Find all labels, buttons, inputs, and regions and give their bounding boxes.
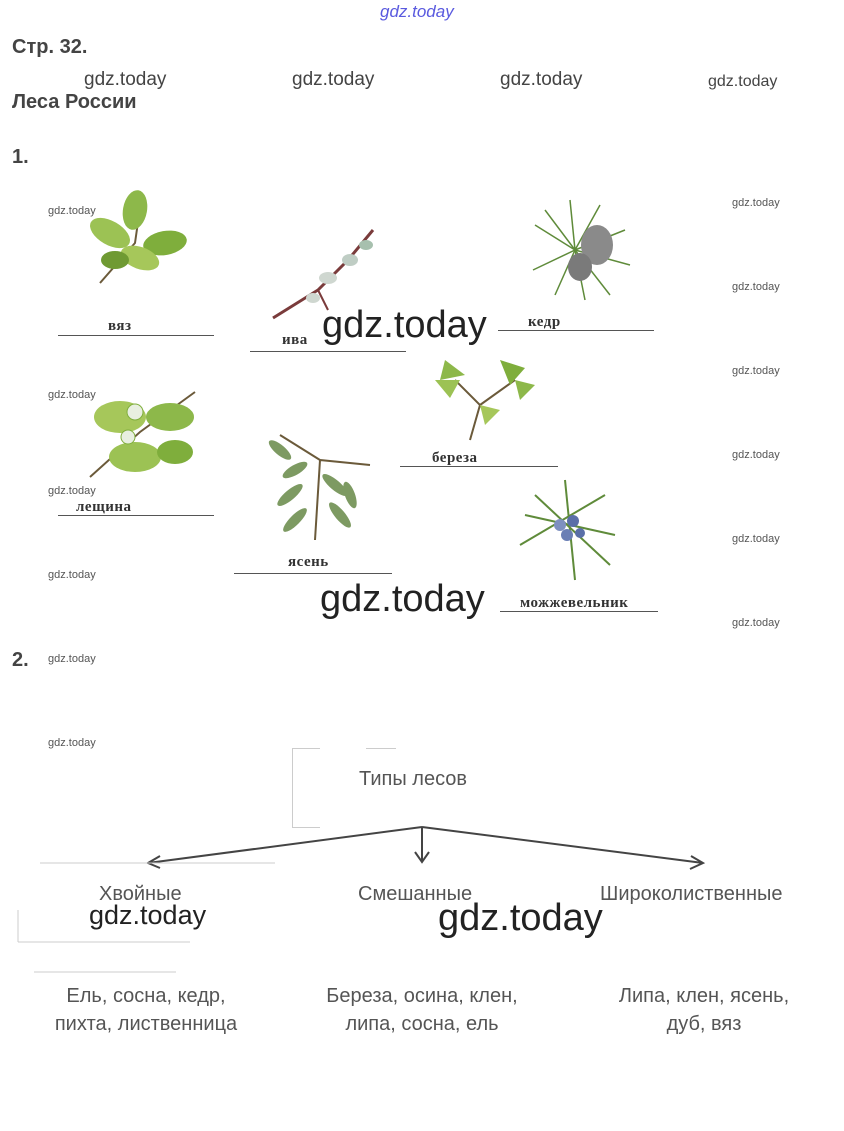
branch-coniferous: Хвойные — [99, 883, 182, 905]
watermark: gdz.today — [48, 653, 96, 665]
label-elm: вяз — [108, 318, 132, 334]
watermark: gdz.today — [732, 197, 780, 209]
watermark: gdz.today — [84, 69, 167, 90]
watermark: gdz.today — [732, 281, 780, 293]
watermark-large: gdz.today — [438, 897, 603, 939]
answer-line-2: пихта, лиственница — [54, 1013, 238, 1035]
branch-broadleaf: Широколиственные — [600, 883, 783, 905]
answer-line-2: дуб, вяз — [666, 1013, 742, 1035]
watermark: gdz.today — [292, 69, 375, 90]
watermark: gdz.today — [48, 485, 96, 497]
topic-title: Леса России — [12, 91, 137, 113]
answer-broadleaf — [574, 982, 834, 1038]
watermark-large: gdz.today — [320, 578, 485, 620]
answer-line-1: Береза, осина, клен, — [326, 985, 518, 1007]
watermark-top: gdz.today — [380, 2, 454, 21]
watermark-large: gdz.today — [322, 304, 487, 346]
task2-number: 2. — [12, 649, 29, 671]
watermark: gdz.today — [48, 737, 96, 749]
watermark: gdz.today — [732, 617, 780, 629]
watermark-medium: gdz.today — [89, 900, 207, 930]
watermark: gdz.today — [48, 205, 96, 217]
label-willow: ива — [282, 332, 308, 348]
branch-mixed: Смешанные — [358, 883, 473, 905]
watermark: gdz.today — [500, 69, 583, 90]
forest-types-root: Типы лесов — [359, 768, 468, 790]
watermark: gdz.today — [708, 73, 778, 90]
task1-number: 1. — [12, 146, 29, 168]
watermark: gdz.today — [48, 569, 96, 581]
watermark: gdz.today — [48, 389, 96, 401]
answer-line-1: Ель, сосна, кедр, — [66, 985, 226, 1007]
answer-coniferous — [16, 982, 276, 1038]
page-reference: Стр. 32. — [12, 36, 88, 58]
label-cedar: кедр — [528, 314, 561, 330]
answer-line-2: липа, сосна, ель — [345, 1013, 499, 1035]
watermark: gdz.today — [732, 533, 780, 545]
answer-mixed — [292, 982, 552, 1038]
watermark: gdz.today — [732, 449, 780, 461]
label-juniper: можжевельник — [520, 595, 629, 611]
watermark: gdz.today — [732, 365, 780, 377]
label-ash: ясень — [288, 554, 329, 570]
answer-line-1: Липа, клен, ясень, — [618, 985, 790, 1007]
label-hazel: лещина — [76, 499, 132, 515]
label-birch: береза — [432, 450, 478, 466]
